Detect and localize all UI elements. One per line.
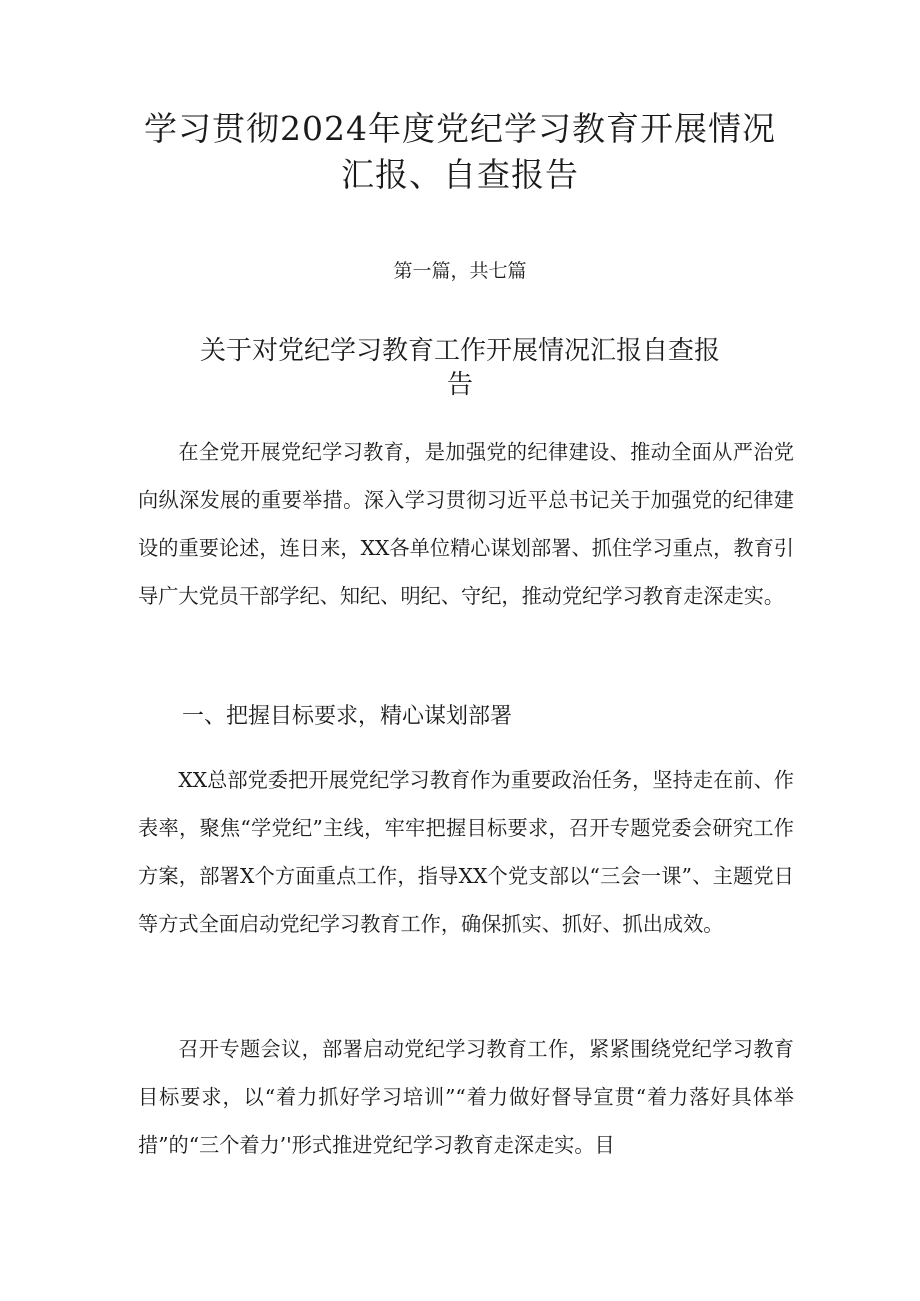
sub-title-line-1: 关于对党纪学习教育工作开展情况汇报自查报	[199, 336, 720, 366]
sub-title	[180, 334, 740, 402]
sub-title-line-2: 告	[446, 370, 473, 400]
section-heading-1: 一、把握目标要求，精心谋划部署	[182, 704, 513, 729]
paragraph-section1-body: XX总部党委把开展党纪学习教育作为重要政治任务，坚持走在前、作表率，聚焦“学党纪”主线，牢牢把握目标要求，召开专题党委会研究工作方案，部署X个方面重点工作，指导XX个党支部以“三会一课”、主题党日等方式全面启动党纪学习教育工作，确保抓实、抓好、抓出成效。	[138, 768, 794, 936]
main-title-line-1: 学习贯彻2024年度党纪学习教育开展情况	[144, 109, 776, 148]
main-title	[100, 106, 820, 198]
main-title-line-2: 汇报、自查报告	[341, 155, 579, 194]
part-label: 第一篇，共七篇	[393, 260, 527, 282]
paragraph-section1-meeting: 召开专题会议，部署启动党纪学习教育工作，紧紧围绕党纪学习教育目标要求，以“着力抓好学习培训”“着力做好督导宣贯“着力落好具体举措”的“三个着力’'形式推进党纪学习教育走深走实。目	[138, 1037, 794, 1157]
paragraph-intro: 在全党开展党纪学习教育，是加强党的纪律建设、推动全面从严治党向纵深发展的重要举措。深入学习贯彻习近平总书记关于加强党的纪律建设的重要论述，连日来，XX各单位精心谋划部署、抓住学习重点，教育引导广大党员干部学纪、知纪、明纪、守纪，推动党纪学习教育走深走实。	[138, 440, 794, 608]
